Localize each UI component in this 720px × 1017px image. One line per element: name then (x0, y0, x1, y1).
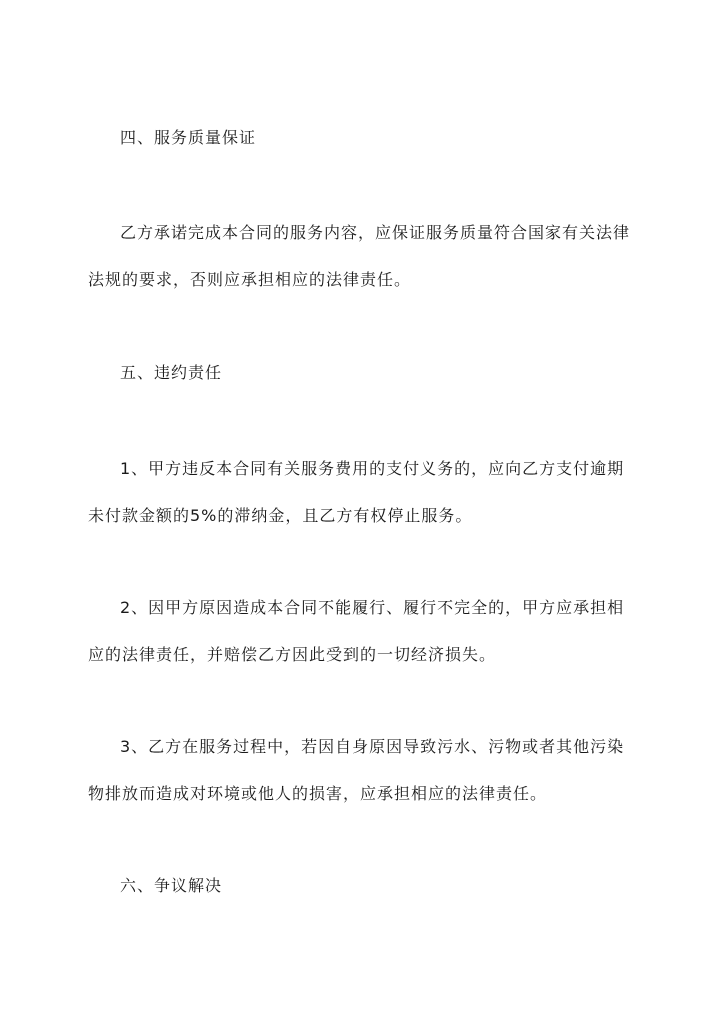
paragraph-line: 法规的要求，否则应承担相应的法律责任。 (88, 270, 412, 289)
paragraph-breach-item-2 (88, 597, 648, 666)
paragraph-line: 应的法律责任，并赔偿乙方因此受到的一切经济损失。 (88, 645, 497, 664)
paragraph-line: 乙方承诺完成本合同的服务内容，应保证服务质量符合国家有关法律 (120, 223, 631, 242)
section-heading-dispute-resolution: 六、争议解决 (120, 876, 223, 895)
paragraph-line: 未付款金额的5%的滞纳金，且乙方有权停止服务。 (88, 506, 473, 525)
paragraph-line: 物排放而造成对环境或他人的损害，应承担相应的法律责任。 (88, 784, 548, 803)
paragraph-line: 1、甲方违反本合同有关服务费用的支付义务的，应向乙方支付逾期 (120, 459, 625, 478)
paragraph-breach-item-1 (88, 458, 648, 527)
section-heading-breach-liability: 五、违约责任 (120, 363, 223, 382)
paragraph-line: 3、乙方在服务过程中，若因自身原因导致污水、污物或者其他污染 (120, 737, 625, 756)
paragraph-line: 2、因甲方原因造成本合同不能履行、履行不完全的，甲方应承担相 (120, 598, 625, 617)
paragraph-breach-item-3 (88, 736, 648, 805)
section-heading-service-quality: 四、服务质量保证 (120, 128, 257, 147)
paragraph-service-quality (88, 222, 648, 291)
